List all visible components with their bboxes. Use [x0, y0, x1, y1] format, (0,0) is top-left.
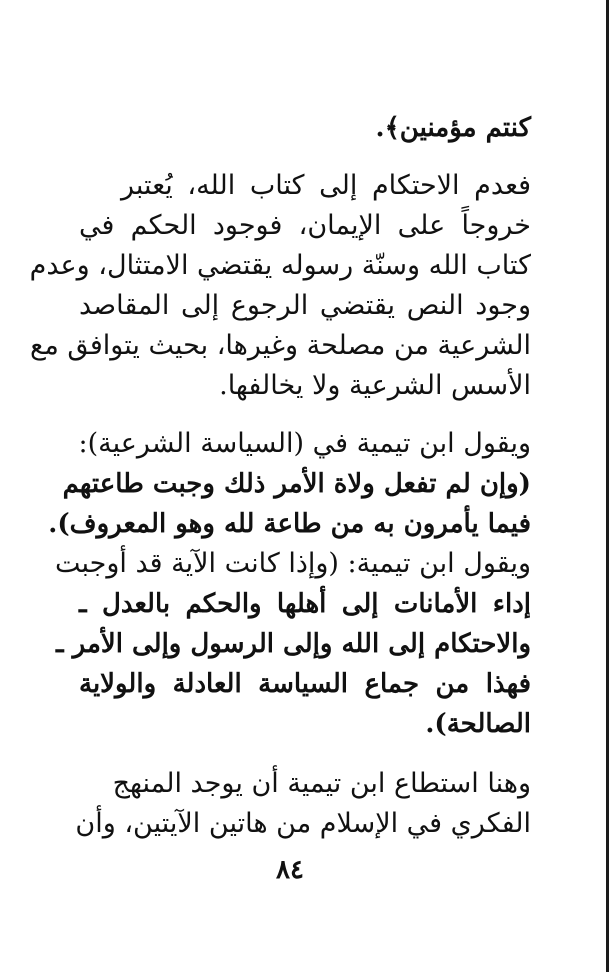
- text-line: ويقول ابن تيمية في (السياسة الشرعية):: [78, 428, 531, 459]
- quote-line: الصالحة).: [425, 709, 531, 739]
- quote-line: فيما يأمرون به من طاعة لله وهو المعروف).: [48, 509, 531, 539]
- text-line: خروجاً على الإيمان، فوجود الحكم في: [79, 210, 531, 241]
- quote-line: إداء الأمانات إلى أهلها والحكم بالعدل ـ: [79, 589, 531, 619]
- text-line: كتاب الله وسنّة رسوله يقتضي الامتثال، وعدم: [29, 250, 531, 281]
- text-line: وهنا استطاع ابن تيمية أن يوجد المنهج: [112, 768, 531, 799]
- text-line: الأسس الشرعية ولا يخالفها.: [219, 370, 531, 401]
- quote-line: والاحتكام إلى الله وإلى الرسول وإلى الأمر ـ: [55, 629, 531, 659]
- text-line: وجود النص يقتضي الرجوع إلى المقاصد: [79, 290, 531, 321]
- text-line: ويقول ابن تيمية: (وإذا كانت الآية قد أوجبت: [55, 548, 531, 579]
- quote-line: فهذا من جماع السياسة العادلة والولاية: [79, 669, 531, 699]
- text-line: الشرعية من مصلحة وغيرها، بحيث يتوافق مع: [29, 330, 531, 361]
- page-number: ٨٤: [276, 855, 304, 885]
- text-line: فعدم الاحتكام إلى كتاب الله، يُعتبر: [121, 170, 531, 201]
- text-line: كنتم مؤمنين﴾.: [375, 113, 531, 143]
- quote-line: (وإن لم تفعل ولاة الأمر ذلك وجبت طاعتهم: [62, 469, 531, 499]
- text-line: الفكري في الإسلام من هاتين الآيتين، وأن: [75, 808, 531, 839]
